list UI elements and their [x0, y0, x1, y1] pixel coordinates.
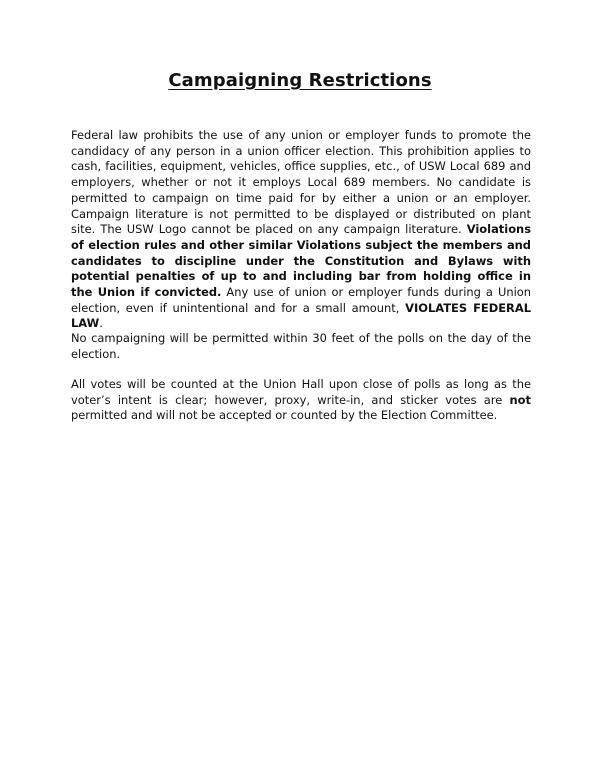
page-title: Campaigning Restrictions: [168, 70, 432, 91]
paragraph-polling-distance: No campaigning will be permitted within 30 feet of the polls on the day of the election.: [71, 331, 531, 361]
not-emphasis: not: [509, 392, 531, 407]
violations-warning: Violations of election rules and other similar Violations subject the members and candidates to discipline under the Constitution and Bylaws with potential penalties of up to and including bar from holding office in the Union if convicted.: [71, 222, 531, 300]
violates-federal-law: VIOLATES FEDERAL LAW: [71, 300, 532, 331]
paragraph-federal-law: [71, 128, 531, 332]
paragraph-federal-law-text-2: Any use of union or employer funds during a Union election, even if unintentional and for a small amount,: [71, 285, 531, 315]
paragraph-vote-counting-text-2: permitted and will not be accepted or counted by the Election Committee.: [71, 408, 498, 423]
paragraph-vote-counting: [71, 377, 531, 424]
paragraph-federal-law-text-1: Federal law prohibits the use of any union or employer funds to promote the candidacy of any person in a union officer election. This prohibition applies to cash, facilities, equipment, vehicles, office supplies, etc., of USW Local 689 and employers, whether or not it employs Local 689 members. No candidate is permitted to campaign on time paid for by either a union or an employer. Campaign literature is not permitted to be displayed or distributed on plant site. The USW Logo cannot be placed on any campaign literature.: [71, 128, 531, 237]
paragraph-federal-law-text-3: .: [99, 316, 103, 331]
paragraph-vote-counting-text-1: All votes will be counted at the Union Hall upon close of polls as long as the voter’s intent is clear; however, proxy, write-in, and sticker votes are: [71, 377, 531, 407]
